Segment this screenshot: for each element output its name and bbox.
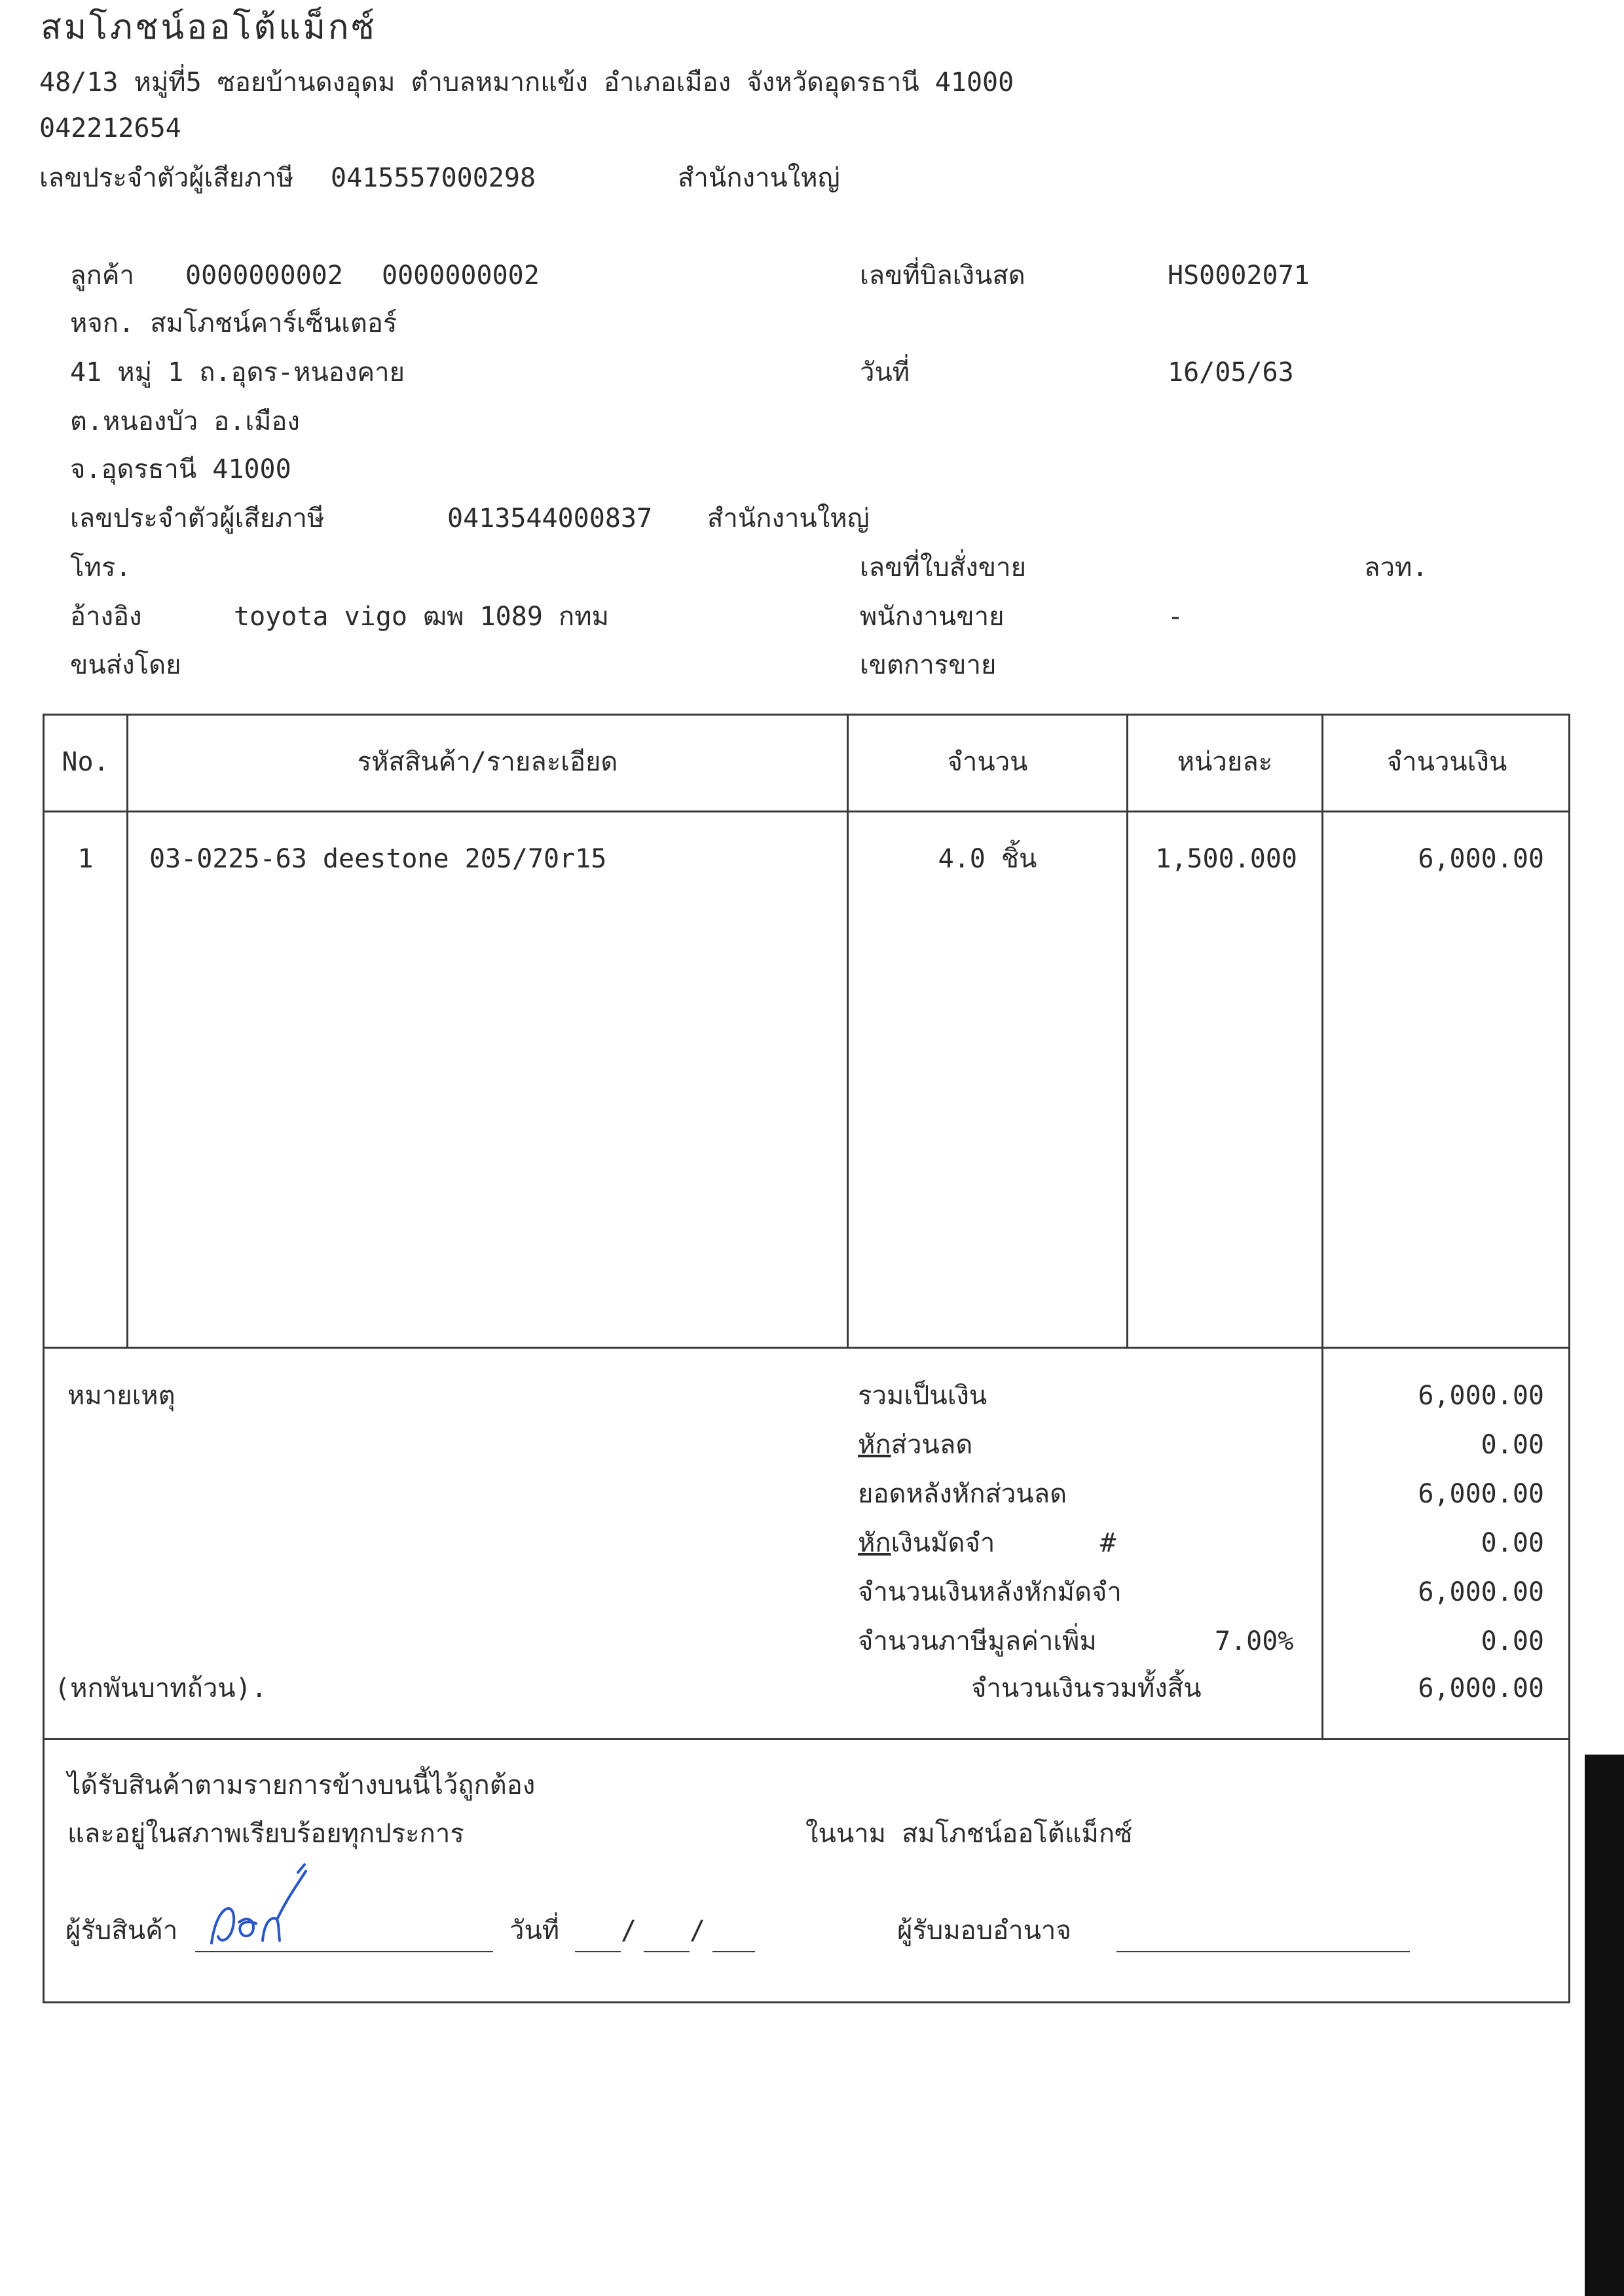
receive-date-label: วันที่ bbox=[509, 1916, 560, 1946]
salesperson-label: พนักงานขาย bbox=[860, 602, 1005, 632]
grand-total-value: 6,000.00 bbox=[1418, 1673, 1544, 1704]
header-no: No. bbox=[62, 747, 109, 777]
row-no: 1 bbox=[77, 844, 94, 874]
authorized-label: ผู้รับมอบอำนาจ bbox=[897, 1916, 1071, 1946]
company-name: สมโภชน์ออโต้แม็กซ์ bbox=[41, 8, 377, 47]
bill-number-label: เลขที่บิลเงินสด bbox=[860, 261, 1025, 291]
table-summary-divider bbox=[43, 1738, 1570, 1740]
invoice-table bbox=[43, 714, 1570, 2003]
after-discount-label: ยอดหลังหักส่วนลด bbox=[858, 1479, 1067, 1509]
date-month-line bbox=[644, 1951, 690, 1952]
date-day-line bbox=[575, 1951, 621, 1952]
salesperson-value: - bbox=[1168, 602, 1184, 632]
on-behalf-of: ในนาม สมโภชน์ออโต้แม็กซ์ bbox=[805, 1819, 1133, 1849]
customer-address-2: ต.หนองบัว อ.เมือง bbox=[70, 407, 300, 437]
company-tax-label: เลขประจำตัวผู้เสียภาษี bbox=[39, 163, 294, 193]
sales-order-suffix: ลวท. bbox=[1364, 553, 1428, 583]
bill-number-value: HS0002071 bbox=[1168, 261, 1310, 291]
customer-address-1: 41 หมู่ 1 ถ.อุดร-หนองคาย bbox=[70, 357, 405, 388]
row-quantity: 4.0 ชิ้น bbox=[938, 844, 1037, 874]
date-year-line bbox=[712, 1951, 755, 1952]
customer-code-2: 0000000002 bbox=[382, 261, 540, 291]
receiver-label: ผู้รับสินค้า bbox=[65, 1916, 178, 1946]
reference-label: อ้างอิง bbox=[70, 602, 142, 632]
customer-tax-id: 0413544000837 bbox=[447, 503, 653, 534]
customer-tax-label: เลขประจำตัวผู้เสียภาษี bbox=[70, 503, 325, 534]
table-header-divider bbox=[43, 811, 1570, 812]
company-branch: สำนักงานใหญ่ bbox=[678, 163, 840, 193]
vat-label: จำนวนภาษีมูลค่าเพิ่ม bbox=[858, 1626, 1097, 1656]
table-body-divider bbox=[43, 1347, 1570, 1349]
customer-code-1: 0000000002 bbox=[185, 261, 343, 291]
customer-phone-label: โทร. bbox=[70, 553, 132, 583]
vat-value: 0.00 bbox=[1481, 1626, 1544, 1656]
row-amount: 6,000.00 bbox=[1418, 844, 1544, 874]
header-amount: จำนวนเงิน bbox=[1386, 747, 1507, 777]
row-unit-price: 1,500.000 bbox=[1155, 844, 1297, 874]
company-phone: 042212654 bbox=[39, 113, 181, 143]
discount-label bbox=[858, 1429, 972, 1461]
scan-edge-shadow bbox=[1585, 1755, 1624, 2296]
company-address: 48/13 หมู่ที่5 ซอยบ้านดงอุดม ตำบลหมากแข้ง อำเภอเมือง จังหวัดอุดรธานี 41000 bbox=[39, 67, 1014, 98]
total-value: 6,000.00 bbox=[1418, 1381, 1544, 1411]
amount-in-words: (หกพันบาทถ้วน). bbox=[54, 1673, 267, 1704]
sales-order-label: เลขที่ใบสั่งขาย bbox=[860, 553, 1027, 583]
discount-value: 0.00 bbox=[1481, 1430, 1544, 1460]
received-statement-2: และอยู่ในสภาพเรียบร้อยทุกประการ bbox=[67, 1819, 464, 1849]
receiver-signature-line bbox=[195, 1951, 493, 1952]
date-separator: / bbox=[690, 1916, 706, 1946]
vat-rate: 7.00% bbox=[1215, 1626, 1294, 1656]
deposit-rest: เงินมัดจำ bbox=[891, 1528, 995, 1558]
deposit-prefix: หัก bbox=[858, 1528, 891, 1558]
row-description: 03-0225-63 deestone 205/70r15 bbox=[149, 844, 607, 874]
date-separator: / bbox=[621, 1916, 637, 1946]
deposit-value: 0.00 bbox=[1481, 1528, 1544, 1558]
company-tax-id: 0415557000298 bbox=[331, 163, 536, 193]
header-unit-price: หน่วยละ bbox=[1177, 747, 1273, 777]
after-deposit-label: จำนวนเงินหลังหักมัดจำ bbox=[858, 1577, 1122, 1607]
discount-rest: ส่วนลด bbox=[891, 1430, 973, 1460]
customer-label: ลูกค้า bbox=[70, 261, 134, 291]
customer-branch: สำนักงานใหญ่ bbox=[707, 503, 870, 534]
column-divider bbox=[126, 714, 128, 1347]
grand-total-label: จำนวนเงินรวมทั้งสิ้น bbox=[971, 1673, 1202, 1704]
column-divider bbox=[1126, 714, 1128, 1347]
authorized-signature-line bbox=[1116, 1951, 1410, 1952]
deposit-label bbox=[858, 1527, 995, 1559]
received-statement-1: ได้รับสินค้าตามรายการข้างบนนี้ไว้ถูกต้อง bbox=[67, 1770, 536, 1800]
customer-address-3: จ.อุดรธานี 41000 bbox=[70, 454, 291, 484]
bill-date-value: 16/05/63 bbox=[1168, 357, 1294, 388]
sales-area-label: เขตการขาย bbox=[860, 650, 997, 680]
total-label: รวมเป็นเงิน bbox=[858, 1381, 987, 1411]
receiver-signature bbox=[200, 1859, 344, 1951]
discount-prefix: หัก bbox=[858, 1430, 891, 1460]
bill-date-label: วันที่ bbox=[860, 357, 910, 388]
remark-label: หมายเหตุ bbox=[67, 1381, 175, 1411]
after-deposit-value: 6,000.00 bbox=[1418, 1577, 1544, 1607]
reference-value: toyota vigo ฒพ 1089 กทม bbox=[234, 602, 609, 632]
shipping-label: ขนส่งโดย bbox=[70, 650, 181, 680]
header-quantity: จำนวน bbox=[947, 747, 1028, 777]
header-description: รหัสสินค้า/รายละเอียด bbox=[357, 747, 618, 777]
deposit-mark: # bbox=[1100, 1528, 1116, 1558]
after-discount-value: 6,000.00 bbox=[1418, 1479, 1544, 1509]
customer-name: หจก. สมโภชน์คาร์เซ็นเตอร์ bbox=[70, 308, 397, 338]
column-divider bbox=[847, 714, 849, 1347]
